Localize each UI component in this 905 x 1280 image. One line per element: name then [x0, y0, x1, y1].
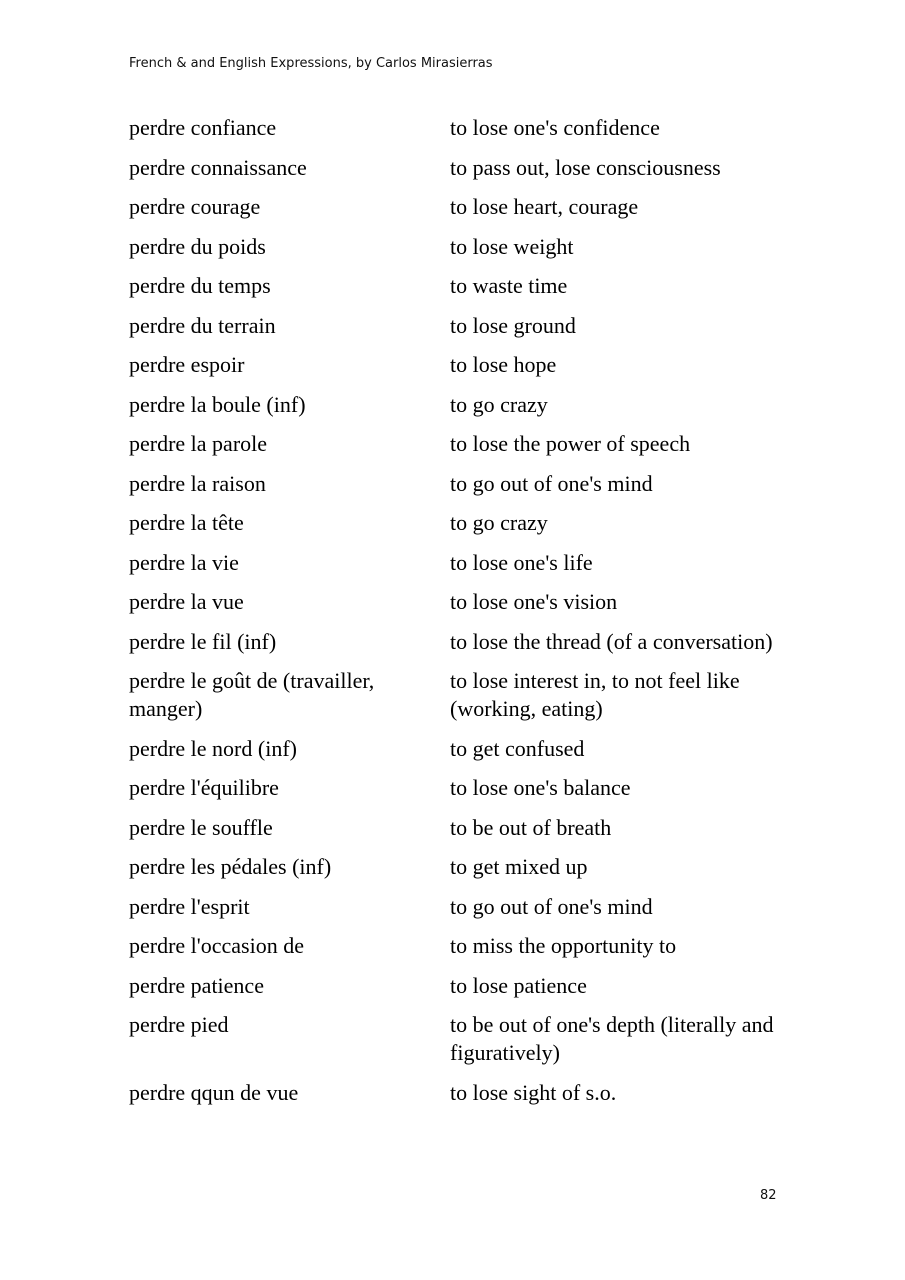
- running-header: French & and English Expressions, by Carlos Mirasierras: [129, 56, 493, 71]
- expression-row: [129, 391, 789, 431]
- french-expression: perdre le goût de (travailler, manger): [129, 668, 375, 721]
- expression-row: [129, 509, 789, 549]
- expression-row: [129, 233, 789, 273]
- expression-row: [129, 549, 789, 589]
- english-meaning: to lose interest in, to not feel like (working, eating): [450, 668, 740, 721]
- french-expression: perdre la parole: [129, 431, 268, 456]
- french-expression: perdre du terrain: [129, 312, 276, 338]
- french-expression: perdre les pédales (inf): [129, 854, 332, 879]
- french-expression: perdre la raison: [129, 470, 266, 496]
- expression-row: [129, 735, 789, 775]
- english-meaning: to lose hope: [450, 352, 557, 377]
- expression-row: [129, 628, 789, 668]
- french-expression: perdre qqun de vue: [129, 1079, 299, 1105]
- expression-row: [129, 1079, 789, 1119]
- english-meaning: to get confused: [450, 735, 585, 761]
- french-expression: perdre l'équilibre: [129, 775, 279, 800]
- english-meaning: to be out of breath: [450, 814, 612, 840]
- expression-row: [129, 430, 789, 470]
- expression-row: [129, 351, 789, 391]
- expression-list: [129, 114, 789, 1118]
- french-expression: perdre espoir: [129, 352, 245, 377]
- english-meaning: to pass out, lose consciousness: [450, 154, 721, 180]
- french-expression: perdre la vue: [129, 589, 244, 614]
- english-meaning: to go out of one's mind: [450, 470, 653, 496]
- french-expression: perdre l'occasion de: [129, 933, 304, 958]
- expression-row: [129, 114, 789, 154]
- expression-row: [129, 853, 789, 893]
- expression-row: [129, 932, 789, 972]
- english-meaning: to go out of one's mind: [450, 893, 653, 919]
- page-number: 82: [760, 1188, 777, 1203]
- expression-row: [129, 774, 789, 814]
- english-meaning: to lose the power of speech: [450, 431, 691, 456]
- french-expression: perdre le fil (inf): [129, 628, 277, 654]
- french-expression: perdre du temps: [129, 273, 271, 298]
- expression-row: [129, 814, 789, 854]
- expression-row: [129, 588, 789, 628]
- english-meaning: to lose one's balance: [450, 775, 631, 800]
- french-expression: perdre le nord (inf): [129, 735, 297, 761]
- expression-row: [129, 1011, 789, 1079]
- english-meaning: to lose the thread (of a conversation): [450, 628, 773, 654]
- french-expression: perdre du poids: [129, 233, 266, 259]
- french-expression: perdre patience: [129, 972, 264, 998]
- expression-row: [129, 667, 789, 735]
- english-meaning: to miss the opportunity to: [450, 933, 677, 958]
- english-meaning: to lose one's confidence: [450, 115, 660, 140]
- french-expression: perdre courage: [129, 194, 261, 219]
- english-meaning: to lose weight: [450, 233, 574, 259]
- english-meaning: to get mixed up: [450, 854, 588, 879]
- expression-row: [129, 193, 789, 233]
- french-expression: perdre pied: [129, 1012, 229, 1037]
- expression-row: [129, 972, 789, 1012]
- french-expression: perdre connaissance: [129, 154, 307, 180]
- french-expression: perdre le souffle: [129, 814, 273, 840]
- expression-row: [129, 272, 789, 312]
- french-expression: perdre la vie: [129, 549, 239, 575]
- english-meaning: to go crazy: [450, 391, 548, 417]
- french-expression: perdre confiance: [129, 115, 277, 140]
- expression-row: [129, 470, 789, 510]
- expression-row: [129, 893, 789, 933]
- english-meaning: to lose one's vision: [450, 589, 618, 614]
- english-meaning: to lose heart, courage: [450, 194, 639, 219]
- english-meaning: to lose patience: [450, 972, 587, 998]
- french-expression: perdre l'esprit: [129, 893, 250, 919]
- french-expression: perdre la tête: [129, 510, 244, 535]
- expression-row: [129, 312, 789, 352]
- english-meaning: to lose sight of s.o.: [450, 1079, 617, 1105]
- english-meaning: to lose ground: [450, 312, 576, 338]
- english-meaning: to lose one's life: [450, 549, 593, 575]
- expression-row: [129, 154, 789, 194]
- french-expression: perdre la boule (inf): [129, 391, 306, 417]
- english-meaning: to be out of one's depth (literally and figuratively): [450, 1012, 774, 1065]
- english-meaning: to waste time: [450, 273, 568, 298]
- english-meaning: to go crazy: [450, 510, 548, 535]
